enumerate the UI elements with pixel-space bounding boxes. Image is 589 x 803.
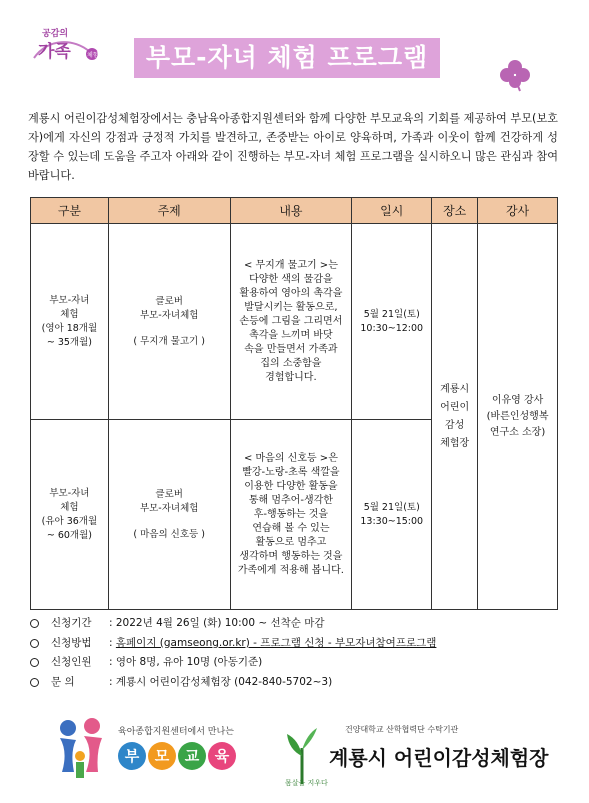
list-item: 문 의 : 계룡시 어린이감성체험장 (042-840-5702~3) bbox=[30, 673, 436, 693]
family-figures-icon bbox=[52, 712, 112, 792]
list-item: 신청기간 : 2022년 4월 26일 (화) 10:00 ~ 선착순 마감 bbox=[30, 614, 436, 634]
instructor-cell: 이유영 강사 (바른인성행복 연구소 소장) bbox=[478, 224, 558, 610]
header-instructor: 강사 bbox=[478, 198, 558, 224]
header-category: 구분 bbox=[31, 198, 109, 224]
footer-left-caption: 육아종합지원센터에서 만나는 bbox=[118, 727, 234, 737]
table-row bbox=[31, 224, 558, 420]
logo-tag: 체험 bbox=[87, 52, 99, 59]
row2-date: 5월 21일(토) 13:30~15:00 bbox=[352, 420, 432, 610]
parent-education-logo bbox=[52, 712, 252, 792]
header-date: 일시 bbox=[352, 198, 432, 224]
row2-category: 부모-자녀 체험 (유아 36개월 ~ 60개월) bbox=[31, 420, 109, 610]
logo-line2: 가족 bbox=[38, 42, 71, 62]
footer-right-sub: 몸살을 지우다 bbox=[285, 779, 328, 787]
circle-bullet-icon bbox=[30, 678, 39, 687]
clover-icon bbox=[498, 58, 532, 92]
bubble-row bbox=[118, 742, 238, 770]
signup-link[interactable]: 홈페이지 (gamseong.or.kr) - 프로그램 신청 - 부모자녀참여프로그램 bbox=[115, 636, 437, 649]
list-item: 신청인원 : 영아 8명, 유아 10명 (아동기준) bbox=[30, 653, 436, 673]
experience-center-logo bbox=[285, 718, 555, 793]
row1-content: < 무지개 물고기 >는 다양한 색의 물감을 활용하여 영아의 촉각을 발달시키는 활동으로, 손등에 그림을 그리면서 촉각을 느끼며 바닷 속을 만들면서 가족과 집의 소중함을 경험합니다. bbox=[230, 224, 352, 420]
header-topic: 주제 bbox=[108, 198, 230, 224]
header-place: 장소 bbox=[432, 198, 478, 224]
top-left-logo bbox=[28, 24, 100, 72]
row1-category: 부모-자녀 체험 (영아 18개월 ~ 35개월) bbox=[31, 224, 109, 420]
footer-right-caption: 건양대학교 산학협력단 수탁기관 bbox=[345, 725, 459, 734]
program-table bbox=[30, 197, 558, 610]
circle-bullet-icon bbox=[30, 619, 39, 628]
info-list bbox=[30, 614, 436, 692]
row1-topic: 클로버 부모-자녀체험 ( 무지개 물고기 ) bbox=[108, 224, 230, 420]
bubble-4: 육 bbox=[208, 742, 236, 770]
row2-content: < 마음의 신호등 >은 빨강-노랑-초록 색깔을 이용한 다양한 활동을 통해 멈추어-생각한 후-행동하는 것을 연습해 볼 수 있는 활동으로 멈추고 생각하며 행동하는 것을 가족에게 적용해 봅니다. bbox=[230, 420, 352, 610]
row1-date: 5월 21일(토) 10:30~12:00 bbox=[352, 224, 432, 420]
header-content: 내용 bbox=[230, 198, 352, 224]
row2-topic: 클로버 부모-자녀체험 ( 마음의 신호등 ) bbox=[108, 420, 230, 610]
footer-right-name: 계룡시 어린이감성체험장 bbox=[329, 746, 549, 770]
place-cell: 계룡시 어린이 감성 체험장 bbox=[432, 224, 478, 610]
intro-paragraph: 계룡시 어린이감성체험장에서는 충남육아종합지원센터와 함께 다양한 부모교육의 기회를 제공하여 부모(보호자)에게 자신의 강점과 긍정적 가치를 발견하고, 존중받는 아이로 양육하며, 가족과 이웃이 함께 건강하게 성장할 수 있는데 도움을 주고자 아래와 같이 진행하는 부모-자녀 체험 프로그램을 실시하오니 많은 관심과 참여 바랍니다. bbox=[28, 112, 558, 182]
sprout-icon bbox=[285, 726, 319, 786]
circle-bullet-icon bbox=[30, 658, 39, 667]
bubble-2: 모 bbox=[148, 742, 176, 770]
circle-bullet-icon bbox=[30, 639, 39, 648]
logo-line1: 공감의 bbox=[42, 29, 69, 39]
list-item: 신청방법 : 홈페이지 (gamseong.or.kr) - 프로그램 신청 - 부모자녀참여프로그램 bbox=[30, 634, 436, 654]
page-title: 부모-자녀 체험 프로그램 bbox=[134, 38, 440, 78]
bubble-1: 부 bbox=[118, 742, 146, 770]
bubble-3: 교 bbox=[178, 742, 206, 770]
